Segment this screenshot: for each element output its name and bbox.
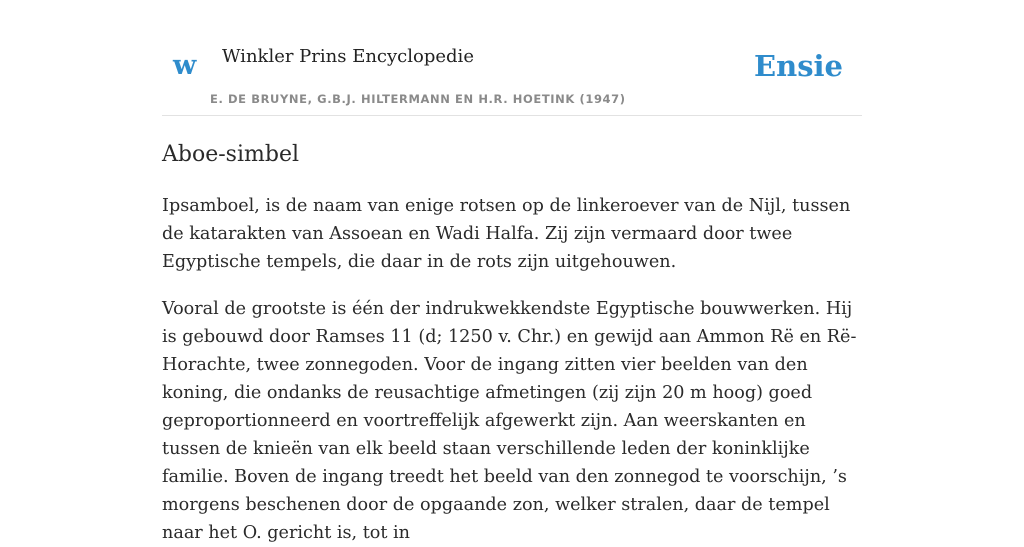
site-header	[162, 0, 862, 116]
ensie-logo[interactable]: Ensie	[754, 49, 843, 83]
article-paragraph-2: Vooral de grootste is één der indrukwekkendste Egyptische bouwwerken. Hij is gebouwd door Ramses 11 (d; 1250 v. Chr.) en gewijd aan Ammon Rë en Rë-Horachte, twee zonnegoden. Voor de ingang zitten vier beelden van den koning, die ondanks de reusachtige afmetingen (zij zijn 20 m hoog) goed geproportionneerd en voortreffelijk afgewerkt zijn. Aan weerskanten en tussen de knieën van elk beeld staan verschillende leden der koninklijke familie. Boven de ingang treedt het beeld van den zonnegod te voorschijn, ’s morgens beschenen door de opgaande zon, welker stralen, daar de tempel naar het O. gericht is, tot in	[162, 299, 857, 543]
page	[162, 0, 862, 543]
article-title: Aboe-simbel	[162, 142, 299, 167]
publication-title[interactable]: Winkler Prins Encyclopedie	[222, 46, 474, 67]
winkler-prins-logo[interactable]: w	[173, 50, 197, 81]
publication-authors: E. DE BRUYNE, G.B.J. HILTERMANN EN H.R. HOETINK (1947)	[210, 92, 626, 106]
article-paragraph-1: Ipsamboel, is de naam van enige rotsen op de linkeroever van de Nijl, tussen de katarakten van Assoean en Wadi Halfa. Zij zijn vermaard door twee Egyptische tempels, die daar in de rots zijn uitgehouwen.	[162, 196, 851, 272]
